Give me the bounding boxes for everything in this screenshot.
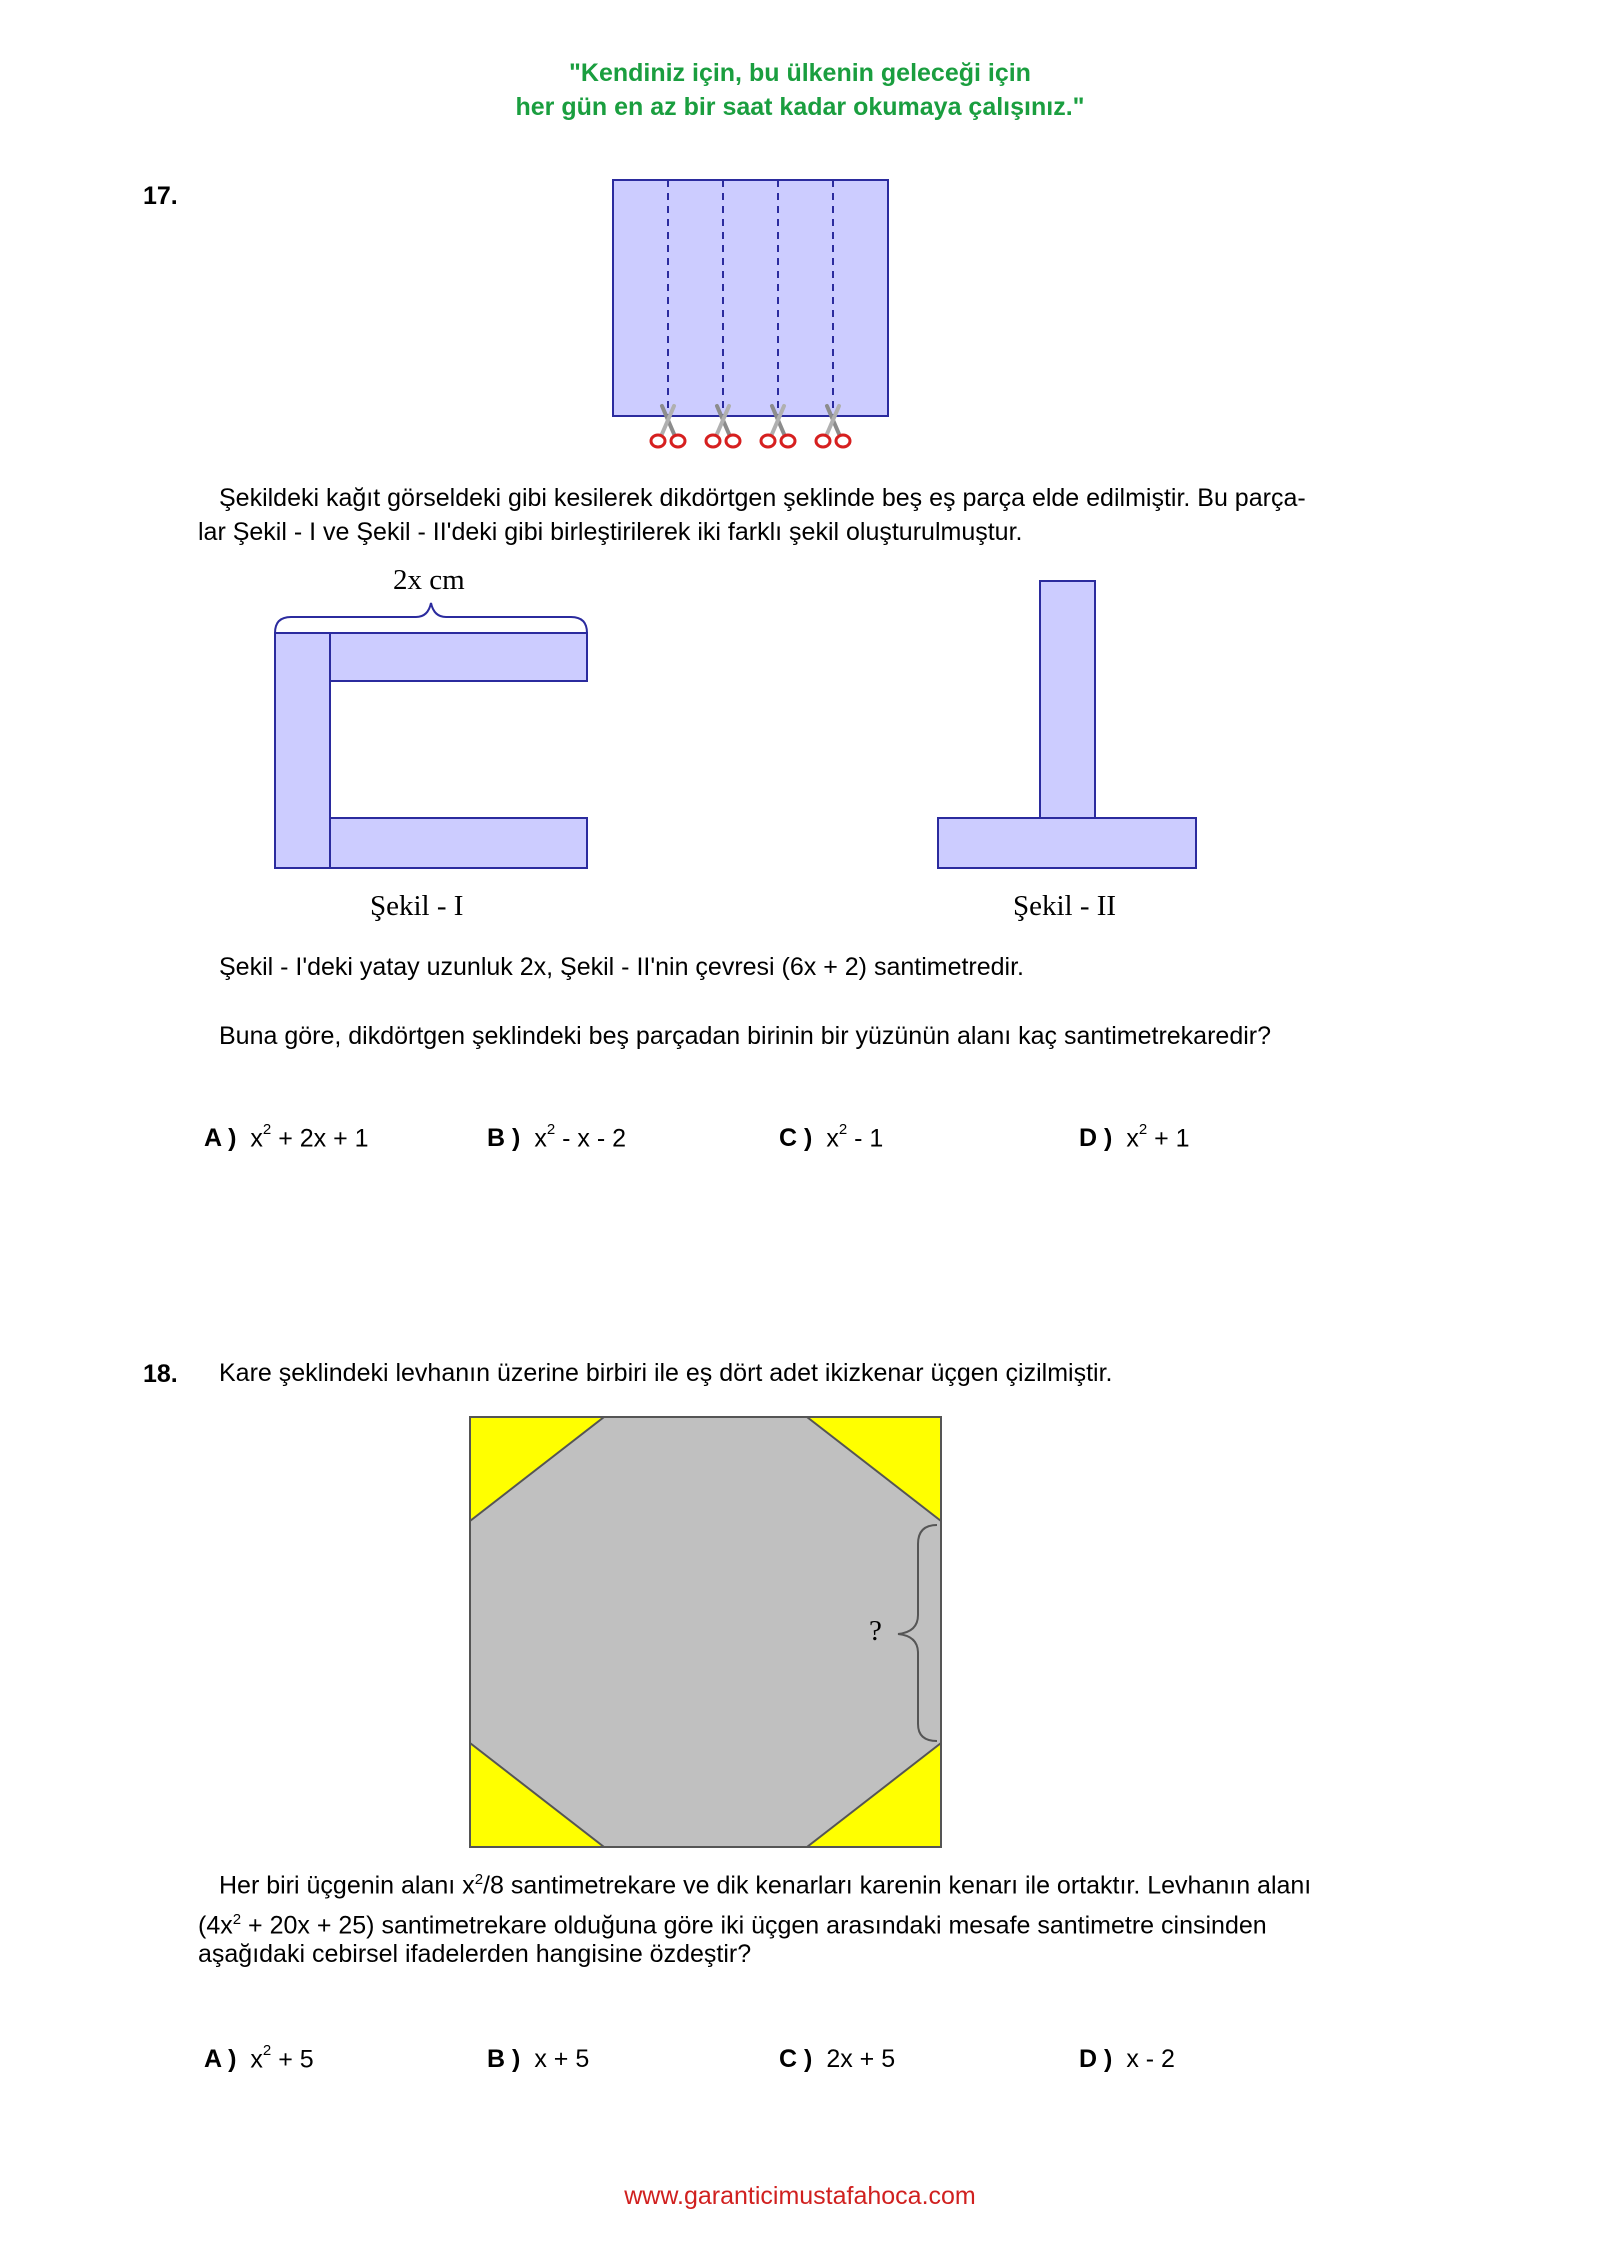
q17-question: Buna göre, dikdörtgen şeklindeki beş parçadan birinin bir yüzünün alanı kaç santimetrekaredir? [219, 1022, 1272, 1050]
q18-body-line-2-pre: (4x [198, 1911, 233, 1940]
option-base: x [534, 1124, 547, 1153]
dimension-label: 2x cm [393, 564, 465, 596]
question-18-number: 18. [143, 1360, 178, 1388]
q18-option-a[interactable] [204, 2042, 314, 2074]
option-base: x [826, 1124, 839, 1153]
q17-option-b[interactable] [487, 1121, 627, 1153]
option-rest: x + 5 [534, 2045, 590, 2073]
footer-website-link[interactable]: www.garanticimustafahoca.com [624, 2182, 976, 2210]
question-17-number: 17. [143, 182, 178, 210]
q18-body-line-2-post: + 20x + 25) santimetrekare olduğuna göre iki üçgen arasındaki mesafe santimetre cinsinden [241, 1911, 1267, 1940]
q18-option-b[interactable] [487, 2045, 589, 2074]
figure-2-base-strip [938, 818, 1196, 868]
figure-2-vertical-strip [1040, 581, 1095, 818]
figure-1-vertical-strip [275, 633, 330, 868]
option-exponent: 2 [262, 1121, 272, 1138]
q18-body-line-1-pre: Her biri üçgenin alanı x [219, 1871, 475, 1900]
paper-figure [613, 180, 888, 416]
motto-line-1: "Kendiniz için, bu ülkenin geleceği için [569, 59, 1031, 87]
q18-intro: Kare şeklindeki levhanın üzerine birbiri ile eş dört adet ikizkenar üçgen çizilmiştir. [219, 1359, 1113, 1387]
figure-2-caption: Şekil - II [1013, 890, 1117, 922]
option-letter: C ) [779, 2045, 813, 2073]
q18-body-line-1 [219, 1863, 1311, 1902]
q17-statement: Şekil - I'deki yatay uzunluk 2x, Şekil - II'nin çevresi (6x + 2) santimetredir. [219, 953, 1025, 981]
option-exponent: 2 [838, 1121, 848, 1138]
q17-option-d[interactable] [1079, 1121, 1190, 1153]
motto-line-2: her gün en az bir saat kadar okumaya çalışınız." [515, 93, 1085, 121]
figure-1-caption: Şekil - I [370, 890, 464, 922]
q17-intro-line-1: Şekildeki kağıt görseldeki gibi kesilerek dikdörtgen şeklinde beş eş parça elde edilmiştir. Bu parça- [219, 484, 1306, 512]
option-exponent: 2 [1138, 1121, 1148, 1138]
figure-1-bottom-strip [330, 818, 587, 868]
option-base: x [1126, 1124, 1139, 1153]
q18-option-c[interactable] [779, 2045, 895, 2074]
option-letter: D ) [1079, 2045, 1113, 2073]
figure-2-shape [938, 581, 1196, 868]
q18-body-line-1-exp: 2 [474, 1871, 484, 1888]
figure-1-shape [275, 603, 587, 868]
option-base: x [250, 1124, 263, 1153]
option-letter: A ) [204, 2045, 237, 2074]
option-letter: B ) [487, 1124, 521, 1153]
paper-rect [613, 180, 888, 416]
option-rest: + 5 [271, 2045, 314, 2074]
option-rest: + 1 [1147, 1124, 1190, 1153]
q18-body-line-1-post: /8 santimetrekare ve dik kenarları karenin kenarı ile ortaktır. Levhanın alanı [483, 1871, 1312, 1900]
option-rest: 2x + 5 [826, 2045, 896, 2073]
option-letter: A ) [204, 1124, 237, 1153]
option-base: x [250, 2045, 263, 2074]
unknown-distance-label: ? [869, 1615, 882, 1647]
q17-option-c[interactable] [779, 1121, 884, 1153]
option-rest: - 1 [847, 1124, 884, 1153]
option-exponent: 2 [546, 1121, 556, 1138]
option-exponent: 2 [262, 2042, 272, 2059]
option-letter: B ) [487, 2045, 521, 2073]
figure-1-dimension-brace [275, 603, 587, 633]
q18-body-line-2-exp: 2 [232, 1911, 242, 1928]
q18-body-line-3: aşağıdaki cebirsel ifadelerden hangisine özdeştir? [198, 1940, 752, 1968]
option-rest: - x - 2 [555, 1124, 627, 1153]
option-letter: D ) [1079, 1124, 1113, 1153]
q17-intro-line-2: lar Şekil - I ve Şekil - II'deki gibi birleştirilerek iki farklı şekil oluşturulmuştur. [198, 518, 1023, 546]
option-rest: x - 2 [1126, 2045, 1175, 2073]
figure-1-top-strip [330, 633, 587, 681]
option-letter: C ) [779, 1124, 813, 1153]
q17-option-a[interactable] [204, 1121, 369, 1153]
q18-option-d[interactable] [1079, 2045, 1175, 2074]
option-rest: + 2x + 1 [271, 1124, 369, 1153]
